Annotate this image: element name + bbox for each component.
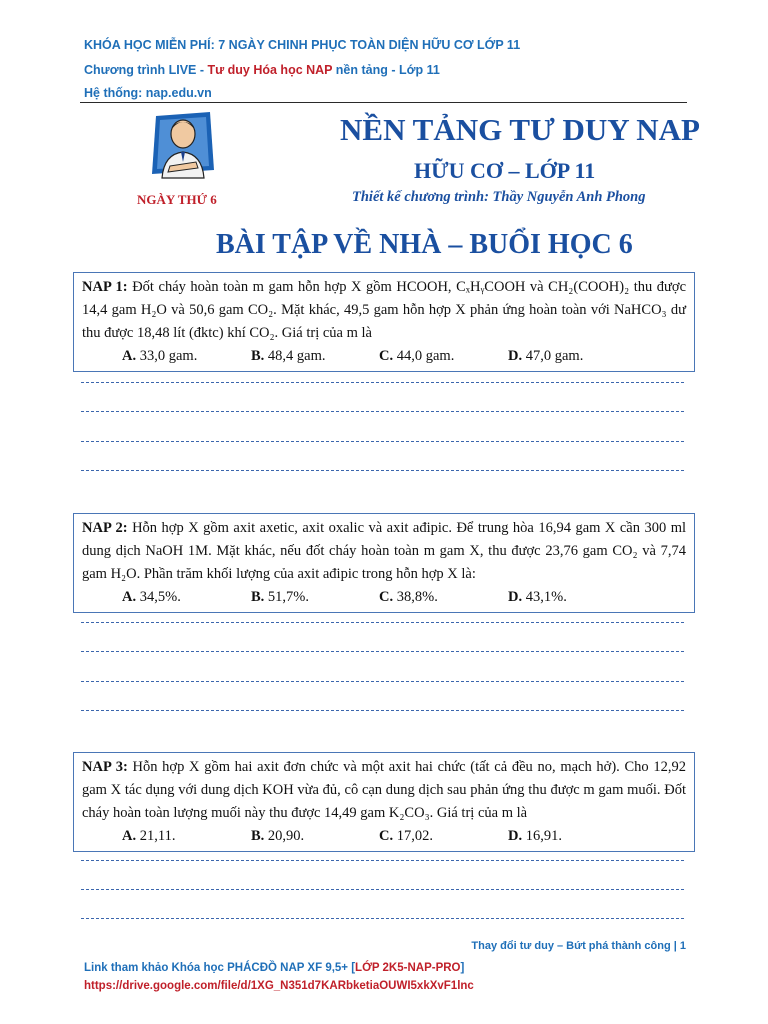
option-c[interactable]: C. 38,8%. — [379, 589, 438, 605]
option-a[interactable]: A. 34,5%. — [122, 589, 181, 605]
answer-options — [82, 345, 686, 367]
answer-line — [81, 411, 684, 412]
answer-line — [81, 918, 684, 919]
answer-line — [81, 710, 684, 711]
system-line: Hệ thống: nap.edu.vn — [84, 86, 212, 100]
answer-line — [81, 470, 684, 471]
answer-options — [82, 825, 686, 847]
question-number: NAP 3: — [82, 759, 128, 775]
program-line — [84, 63, 440, 77]
page-subtitle: HỮU CƠ – LỚP 11 — [414, 158, 596, 183]
course-link-label[interactable]: Link tham khảo Khóa học PHÁCĐỒ NAP XF 9,5+ [LỚP 2K5-NAP-PRO] — [84, 962, 465, 974]
program-credit: Thiết kế chương trình: Thầy Nguyễn Anh Phong — [352, 189, 646, 205]
question-number: NAP 2: — [82, 520, 128, 536]
option-b[interactable]: B. 20,90. — [251, 828, 305, 844]
option-a[interactable]: A. 21,11. — [122, 828, 176, 844]
course-header-title: KHÓA HỌC MIỄN PHÍ: 7 NGÀY CHINH PHỤC TOÀN DIỆN HỮU CƠ LỚP 11 — [84, 38, 521, 52]
answer-line — [81, 651, 684, 652]
answer-line — [81, 860, 684, 861]
answer-line — [81, 681, 684, 682]
program-line-c: nền tảng - Lớp 11 — [332, 63, 440, 77]
option-c[interactable]: C. 44,0 gam. — [379, 348, 455, 364]
question-box-2 — [73, 513, 695, 613]
question-text-3 — [82, 756, 686, 825]
answer-line — [81, 382, 684, 383]
answer-line — [81, 889, 684, 890]
answer-line — [81, 622, 684, 623]
option-b[interactable]: B. 51,7%. — [251, 589, 310, 605]
question-text-2 — [82, 517, 686, 586]
option-d[interactable]: D. 16,91. — [508, 828, 562, 844]
course-link-url[interactable]: https://drive.google.com/file/d/1XG_N351d7KARbketiaOUWI5xkXvF1lnc — [84, 980, 474, 992]
question-body: Hỗn hợp X gồm axit axetic, axit oxalic và axit ađipic. Để trung hòa 16,94 gam X cần 300 ml dung dịch NaOH 1M. Mặt khác, nếu đốt cháy hoàn toàn m gam X, thu được 23,76 gam CO₂ và 7,74 gam H₂O. Phần trăm khối lượng của axit ađipic trong hỗn hợp X là: — [82, 520, 687, 582]
option-b[interactable]: B. 48,4 gam. — [251, 348, 326, 364]
teacher-avatar-icon — [148, 110, 218, 180]
question-body: Đốt cháy hoàn toàn m gam hỗn hợp X gồm HCOOH, CₓHᵧCOOH và CH₂(COOH)₂ thu được 14,4 gam H₂O và 50,6 gam CO₂. Mặt khác, 49,5 gam hỗn hợp X phản ứng hoàn toàn với NaHCO₃ dư thu được 18,48 lít (đktc) khí CO₂. Giá trị của m là — [82, 279, 686, 341]
option-d[interactable]: D. 43,1%. — [508, 589, 567, 605]
program-line-a: Chương trình LIVE - — [84, 63, 208, 77]
question-number: NAP 1: — [82, 279, 128, 295]
question-box-3 — [73, 752, 695, 852]
question-box-1 — [73, 272, 695, 372]
option-d[interactable]: D. 47,0 gam. — [508, 348, 584, 364]
day-label: NGÀY THỨ 6 — [137, 192, 217, 207]
footer-slogan: Thay đổi tư duy – Bứt phá thành công | 1 — [471, 940, 686, 952]
option-c[interactable]: C. 17,02. — [379, 828, 433, 844]
answer-options — [82, 586, 686, 608]
answer-line — [81, 441, 684, 442]
question-body: Hỗn hợp X gồm hai axit đơn chức và một axit hai chức (tất cả đều no, mạch hở). Cho 12,92 gam X tác dụng với dung dịch KOH vừa đủ, cô cạn dung dịch sau phản ứng thu được m gam muối. Đốt cháy hoàn toàn lượng muối này thu được 14,49 gam K₂CO₃. Giá trị của m là — [82, 759, 686, 821]
program-line-b: Tư duy Hóa học NAP — [207, 63, 333, 77]
question-text-1 — [82, 276, 686, 345]
homework-title: BÀI TẬP VỀ NHÀ – BUỔI HỌC 6 — [216, 229, 633, 260]
header-divider — [80, 102, 687, 103]
page-title: NỀN TẢNG TƯ DUY NAP — [340, 112, 700, 147]
option-a[interactable]: A. 33,0 gam. — [122, 348, 198, 364]
